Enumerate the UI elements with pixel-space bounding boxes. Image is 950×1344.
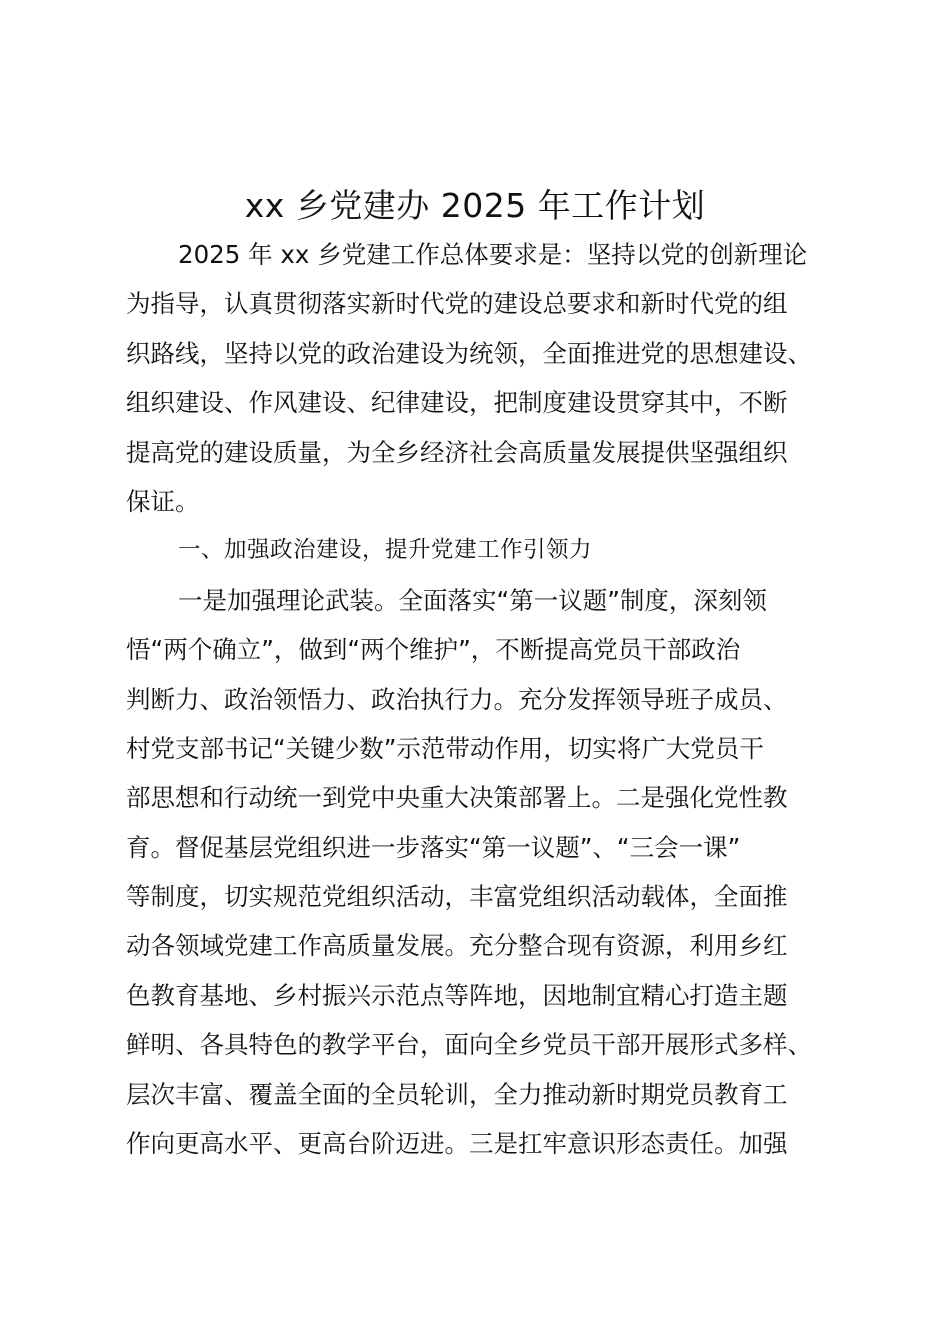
- document-body: [126, 230, 838, 1168]
- paragraph-line: 一是加强理论武装。全面落实“第一议题”制度，深刻领: [178, 585, 767, 615]
- paragraph-line: 部思想和行动统一到党中央重大决策部署上。二是强化党性教: [126, 783, 788, 813]
- paragraph-line: 层次丰富、覆盖全面的全员轮训，全力推动新时期党员教育工: [126, 1079, 788, 1109]
- paragraph-line: 鲜明、各具特色的教学平台，面向全乡党员干部开展形式多样、: [126, 1030, 812, 1060]
- paragraph-line: 动各领域党建工作高质量发展。充分整合现有资源，利用乡红: [126, 931, 788, 961]
- paragraph-line: 判断力、政治领悟力、政治执行力。充分发挥领导班子成员、: [126, 684, 788, 714]
- intro-line: 织路线，坚持以党的政治建设为统领，全面推进党的思想建设、: [126, 338, 812, 368]
- intro-line: 2025 年 xx 乡党建工作总体要求是：坚持以党的创新理论: [178, 240, 808, 269]
- paragraph-line: 色教育基地、乡村振兴示范点等阵地，因地制宜精心打造主题: [126, 980, 788, 1010]
- paragraph-line: 育。督促基层党组织进一步落实“第一议题”、“三会一课”: [126, 832, 741, 862]
- intro-line: 提高党的建设质量，为全乡经济社会高质量发展提供坚强组织: [126, 437, 788, 467]
- intro-line: 组织建设、作风建设、纪律建设，把制度建设贯穿其中，不断: [126, 388, 788, 418]
- intro-line: 保证。: [126, 486, 200, 516]
- document-title: xx 乡党建办 2025 年工作计划: [244, 186, 706, 225]
- section-heading-1: 一、加强政治建设，提升党建工作引领力: [178, 537, 593, 564]
- intro-line: 为指导，认真贯彻落实新时代党的建设总要求和新时代党的组: [126, 289, 788, 319]
- paragraph-line: 等制度，切实规范党组织活动，丰富党组织活动载体，全面推: [126, 882, 788, 912]
- paragraph-line: 悟“两个确立”，做到“两个维护”，不断提高党员干部政治: [126, 635, 741, 665]
- paragraph-line: 作向更高水平、更高台阶迈进。三是扛牢意识形态责任。加强: [126, 1129, 788, 1159]
- paragraph-line: 村党支部书记“关键少数”示范带动作用，切实将广大党员干: [126, 733, 764, 763]
